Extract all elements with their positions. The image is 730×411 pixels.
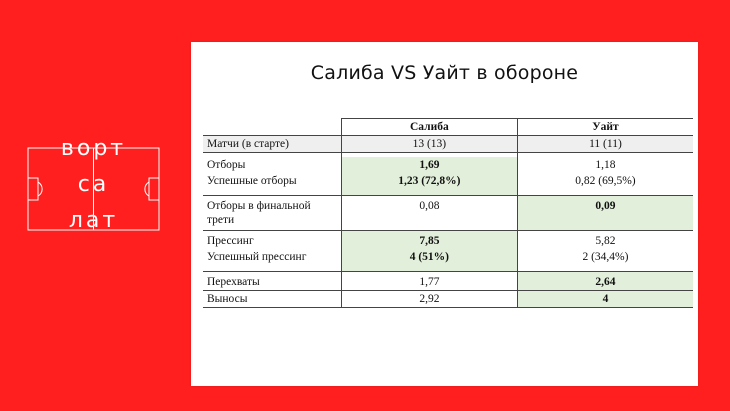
stats-card [191,42,698,386]
saliba-value: 7,85 [341,231,517,250]
header-saliba: Салиба [341,119,517,136]
saliba-value: 1,23 (72,8%) [341,173,517,196]
table-row [203,231,693,250]
table-row [203,272,693,291]
white-value: 1,18 [595,159,616,171]
saliba-value: 0,08 [341,196,517,231]
row-label: Успешные отборы [203,173,341,196]
table-row [203,173,693,196]
table-row [203,136,693,153]
white-value: 0,82 (69,5%) [517,173,693,196]
white-value: 5,82 [595,235,616,247]
white-value: 0,09 [517,196,693,231]
row-label: Матчи (в старте) [203,136,341,153]
logo-word-3: лат [68,208,119,233]
table-row [203,291,693,308]
logo-word-1: ворт [60,136,127,161]
row-label: Выносы [203,291,341,308]
white-value: 4 [517,291,693,308]
row-label: Прессинг [203,231,341,250]
header-empty [203,119,341,136]
logo-word-2: са [77,172,110,197]
card-title: Салиба VS Уайт в обороне [310,62,579,84]
row-label: Отборы [203,157,341,173]
table-row [203,249,693,272]
row-label: Перехваты [203,272,341,291]
table-row [203,196,693,231]
header-white: Уайт [517,119,693,136]
comparison-table [203,118,693,308]
saliba-value: 1,77 [341,272,517,291]
saliba-value: 1,69 [341,157,517,173]
saliba-value: 2,92 [341,291,517,308]
saliba-value: 13 (13) [341,136,517,153]
white-value: 2,64 [517,272,693,291]
table-header-row [203,119,693,136]
row-label: Отборы в финальной трети [203,196,341,231]
logo [27,134,160,234]
row-label: Успешный прессинг [203,249,341,272]
saliba-value: 4 (51%) [341,249,517,272]
white-value: 2 (34,4%) [517,249,693,272]
white-value: 11 (11) [517,136,693,153]
table-row [203,157,693,173]
